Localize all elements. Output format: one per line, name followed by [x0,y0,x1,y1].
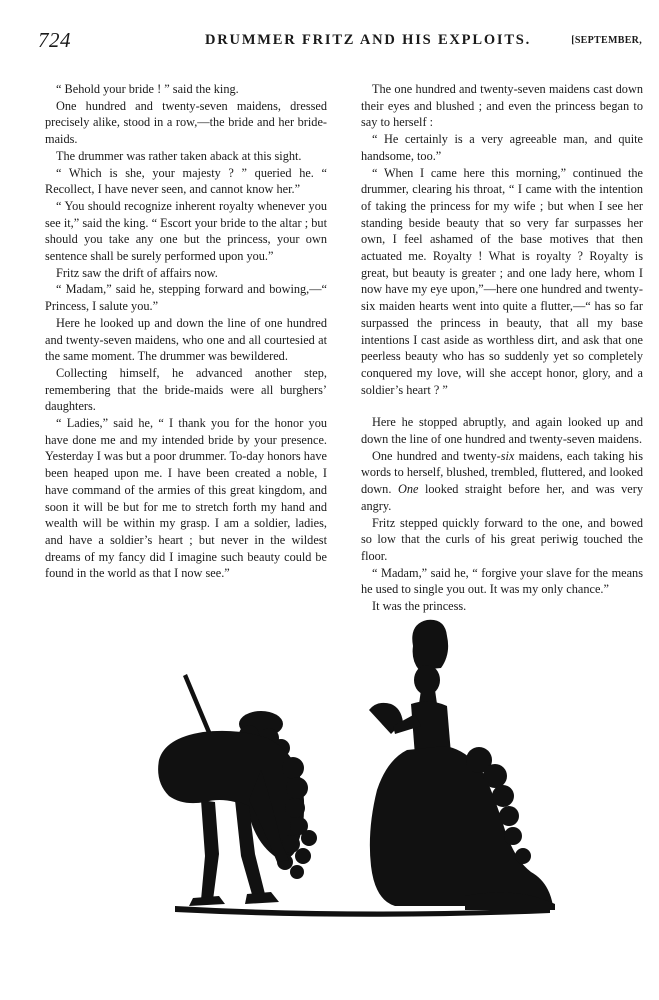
drummer-coat [158,731,304,859]
paragraph: One hundred and twenty-seven maidens, dressed precisely alike, stood in a row,—the bride and her bride-maids. [45,98,327,147]
paragraph: Collecting himself, he advanced another step, remembering that the bride-maids were all burghers’ daughters. [45,365,327,414]
right-column [361,81,643,615]
princess-coiffure [412,620,448,670]
drummer-leg-left [201,800,219,900]
text-run: maidens, each taking his words to herself, blushed, trembled, fluttered, and looked down. [361,448,643,497]
paragraph: “ Behold your bride ! ” said the king. [56,82,239,96]
page-header [32,26,642,64]
running-month: [SEPTEMBER, [571,35,642,46]
silhouette-svg [145,610,560,930]
text-run: One hundred and twenty- [372,448,501,463]
paragraph: “ Ladies,” said he, “ I thank you for the honor you have done me and my intended bride by your presence. Yesterday I was but a poor drummer. To-day honors have been heaped upon me. I have been created a noble, I have command of the armies of this great kingdom, and soon it will be but for me to stretch forth my hand and wealth will be within my grasp. I am a soldier, ladies, and have a soldier’s heart ; but never in the wildest dreams of my fancy did I imagine such beauty could be found in the world as that I now see.” [45,416,327,581]
drummer-shoe-left [189,896,225,906]
silhouette-illustration [145,610,560,930]
paragraph: Fritz stepped quickly forward to the one, and bowed so low that the curls of his great periwig touched the floor. [361,515,643,563]
page-number: 724 [38,28,71,52]
text-run: looked straight before her, and was very angry. [361,482,643,513]
paragraph: “ You should recognize inherent royalty whenever you see it,” said the king. “ Escort your bride to the altar ; but should you take any one but the princess, your own sentence shall be surely performed upon you.” [45,198,327,264]
italic-text: six [500,448,515,463]
paragraph: Here he stopped abruptly, and again looked up and down the line of one hundred and twenty-seven maidens. [361,415,643,447]
running-title: DRUMMER FRITZ AND HIS EXPLOITS. [205,32,532,48]
paragraph: “ Which is she, your majesty ? ” queried he. “ Recollect, I have never seen, and cannot know her.” [45,165,327,197]
paragraph: The drummer was rather taken aback at this sight. [56,148,302,163]
princess-gown [370,746,553,906]
paragraph [361,448,643,515]
paragraph: Fritz saw the drift of affairs now. [56,265,218,280]
left-column [45,81,327,582]
paragraph: The one hundred and twenty-seven maidens cast down their eyes and blushed ; and even the princess began to say to herself : [361,82,643,130]
paragraph: “ Madam,” said he, stepping forward and bowing,—“ Princess, I salute you.” [45,282,327,314]
paragraph: “ Madam,” said he, “ forgive your slave for the means he used to single you out. It was my only chance.” [361,565,643,597]
paragraph: “ When I came here this morning,” continued the drummer, clearing his throat, “ I came with the intention of taking the princess for my wife ; but when I see her standing beside beauty that so very far surpasses her own, I feel ashamed of the base motives that then actuated me. Royalty ! What is royalty ? Royalty is great, but beauty is greater ; and one lady here, whom I now have my eye upon,”—here one hundred and twenty-six maiden hearts went into quite a flutter,—“ has so far surpassed the princess in beauty, that all my base intentions I cast aside as worthless dirt, and ask that one peerless beauty who has so suddenly yet so completely conquered my love, will she accept honor, glory, and a soldier’s heart ? ” [361,165,643,397]
paragraph: Here he looked up and down the line of one hundred and twenty-seven maidens, who one and all courtesied at the same moment. The drummer was bewildered. [45,315,327,364]
paragraph: It was the princess. [372,599,467,614]
paragraph: “ He certainly is a very agreeable man, and quite handsome, too.” [361,132,643,163]
italic-text: One [397,482,419,497]
drummer-shoe-right [245,892,279,904]
